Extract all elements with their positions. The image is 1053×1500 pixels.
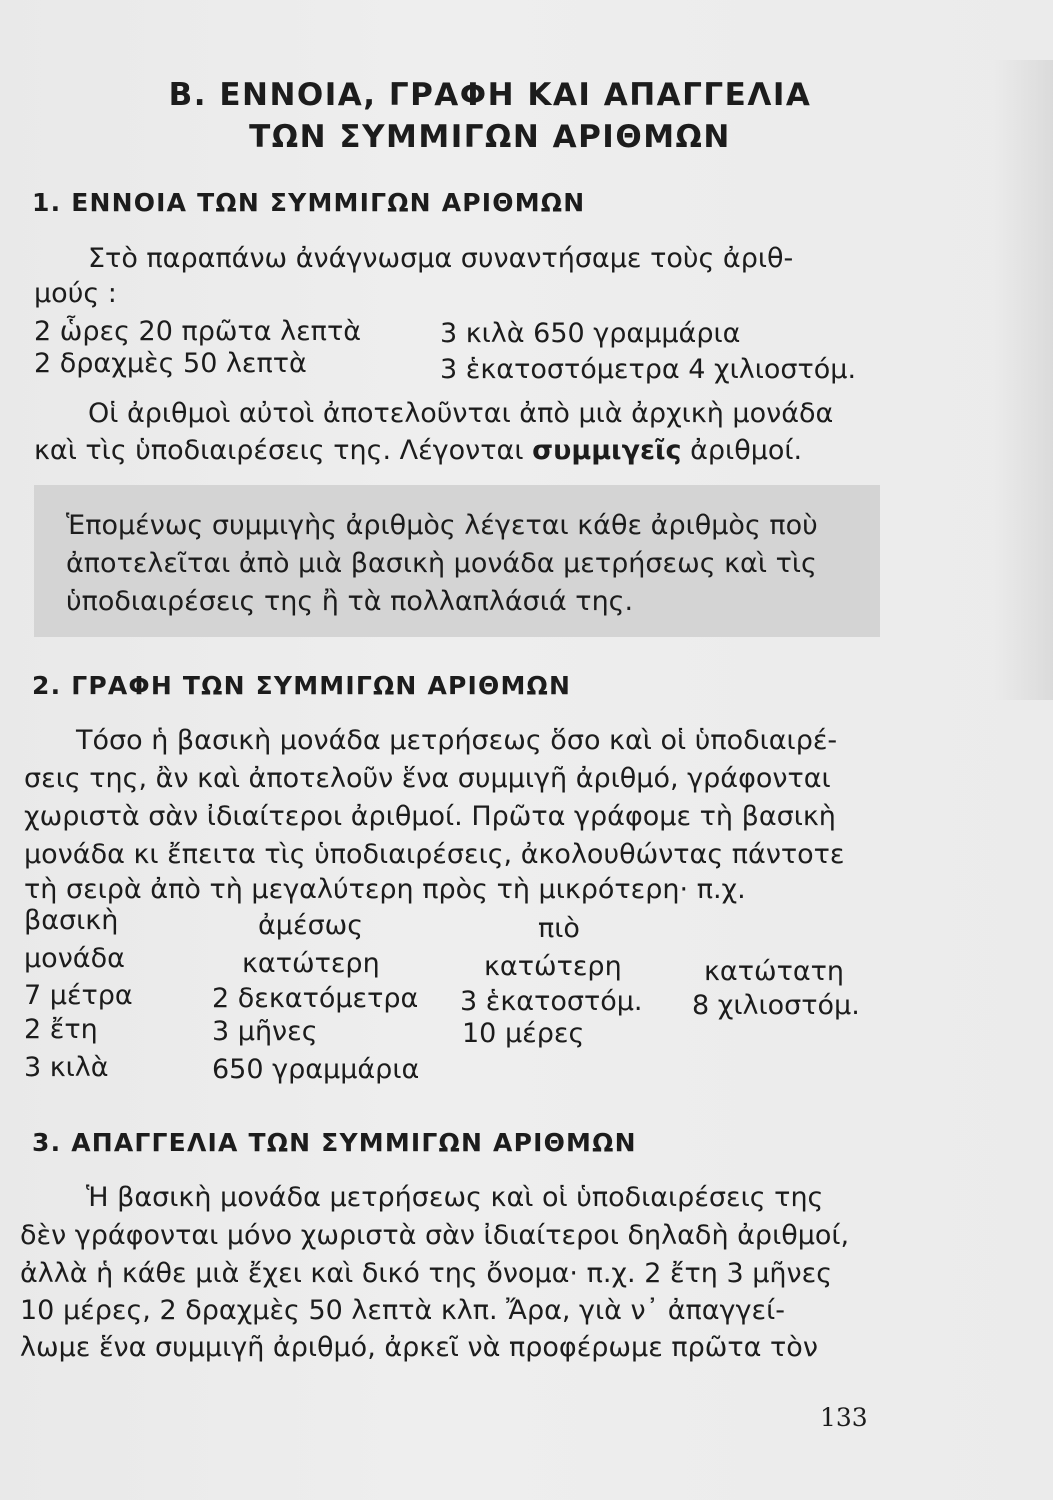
main-title-line-1: Β. ΕΝΝΟΙΑ, ΓΡΑΦΗ ΚΑΙ ΑΠΑΓΓΕΛΙΑ xyxy=(168,77,812,113)
table-header-1-line-1: βασικὴ xyxy=(24,905,119,936)
example-1-left: 2 ὧρες 20 πρῶτα λεπτὰ xyxy=(34,316,361,347)
definition-line-2: ἀποτελεῖται ἀπὸ μιὰ βασικὴ μονάδα μετρήσεως καὶ τὶς xyxy=(66,548,817,579)
section-3-line-3: ἀλλὰ ἡ κάθε μιὰ ἔχει καὶ δικό της ὄνομα· π.χ. 2 ἔτη 3 μῆνες xyxy=(20,1258,833,1289)
table-row-2-col-3: 10 μέρες xyxy=(462,1018,585,1049)
table-header-2-line-1: ἀμέσως xyxy=(258,910,364,941)
table-row-1-col-2: 2 δεκατόμετρα xyxy=(212,983,419,1014)
page-bleed-shadow xyxy=(993,60,1053,700)
section-1-intro-line-2: μούς : xyxy=(34,278,117,309)
section-3-line-4: 10 μέρες, 2 δραχμὲς 50 λεπτὰ κλπ. Ἄρα, γιὰ ν᾽ ἀπαγγεί- xyxy=(20,1295,785,1326)
section-1-para-line-2 xyxy=(34,437,802,464)
table-header-2-line-2: κατώτερη xyxy=(242,948,380,979)
definition-line-3: ὑποδιαιρέσεις της ἢ τὰ πολλαπλάσιά της. xyxy=(66,586,634,617)
section-1-heading: 1. ΕΝΝΟΙΑ ΤΩΝ ΣΥΜΜΙΓΩΝ ΑΡΙΘΜΩΝ xyxy=(32,188,586,217)
page-number: 133 xyxy=(820,1403,868,1432)
main-title-line-2: ΤΩΝ ΣΥΜΜΙΓΩΝ ΑΡΙΘΜΩΝ xyxy=(249,119,731,155)
table-header-1-line-2: μονάδα xyxy=(24,943,125,974)
section-2-line-1: Τόσο ἡ βασικὴ μονάδα μετρήσεως ὅσο καὶ οἱ ὑποδιαιρέ- xyxy=(76,725,838,756)
section-3-heading: 3. ΑΠΑΓΓΕΛΙΑ ΤΩΝ ΣΥΜΜΙΓΩΝ ΑΡΙΘΜΩΝ xyxy=(32,1128,637,1157)
section-2-line-2: σεις της, ἂν καὶ ἀποτελοῦν ἕνα συμμιγῆ ἀριθμό, γράφονται xyxy=(24,763,831,794)
example-2-right: 3 ἑκατοστόμετρα 4 χιλιοστόμ. xyxy=(440,354,857,385)
section-1-intro-line-1: Στὸ παραπάνω ἀνάγνωσμα συναντήσαμε τοὺς ἀριθ- xyxy=(88,243,794,274)
section-3-line-1: Ἡ βασικὴ μονάδα μετρήσεως καὶ οἱ ὑποδιαιρέσεις της xyxy=(86,1182,824,1213)
section-2-line-3: χωριστὰ σὰν ἰδιαίτεροι ἀριθμοί. Πρῶτα γράφομε τὴ βασικὴ xyxy=(24,801,836,832)
table-header-3-line-2: κατώτερη xyxy=(484,951,622,982)
para-line-2-start: καὶ τὶς ὑποδιαιρέσεις της. Λέγονται xyxy=(34,435,524,466)
para-line-2-end: ἀριθμοί. xyxy=(690,435,803,466)
section-3-line-2: δὲν γράφονται μόνο χωριστὰ σὰν ἰδιαίτεροι δηλαδὴ ἀριθμοί, xyxy=(20,1220,850,1251)
table-header-3-line-1: πιὸ xyxy=(538,913,580,944)
example-1-right: 3 κιλὰ 650 γραμμάρια xyxy=(440,318,741,349)
table-header-4-line-2: κατώτατη xyxy=(704,956,844,987)
table-row-1-col-4: 8 χιλιοστόμ. xyxy=(692,990,860,1021)
table-row-3-col-1: 3 κιλὰ xyxy=(24,1052,109,1083)
term-symmigeis: συμμιγεῖς xyxy=(532,435,682,466)
section-2-line-4: μονάδα κι ἔπειτα τὶς ὑποδιαιρέσεις, ἀκολουθώντας πάντοτε xyxy=(24,839,845,870)
example-2-left: 2 δραχμὲς 50 λεπτὰ xyxy=(34,348,307,379)
section-3-line-5: λωμε ἕνα συμμιγῆ ἀριθμό, ἀρκεῖ νὰ προφέρωμε πρῶτα τὸν xyxy=(20,1332,818,1363)
section-1-para-line-1: Οἱ ἀριθμοὶ αὐτοὶ ἀποτελοῦνται ἀπὸ μιὰ ἀρχικὴ μονάδα xyxy=(88,398,834,429)
section-2-line-5: τὴ σειρὰ ἀπὸ τὴ μεγαλύτερη πρὸς τὴ μικρότερη· π.χ. xyxy=(24,874,746,905)
table-row-2-col-1: 2 ἔτη xyxy=(24,1014,98,1045)
table-row-1-col-1: 7 μέτρα xyxy=(24,980,133,1011)
section-2-heading: 2. ΓΡΑΦΗ ΤΩΝ ΣΥΜΜΙΓΩΝ ΑΡΙΘΜΩΝ xyxy=(32,671,572,700)
table-row-2-col-2: 3 μῆνες xyxy=(212,1016,318,1047)
table-row-1-col-3: 3 ἑκατοστόμ. xyxy=(460,986,643,1017)
definition-line-1: Ἑπομένως συμμιγὴς ἀριθμὸς λέγεται κάθε ἀριθμὸς ποὺ xyxy=(66,510,818,541)
table-row-3-col-2: 650 γραμμάρια xyxy=(212,1054,420,1085)
